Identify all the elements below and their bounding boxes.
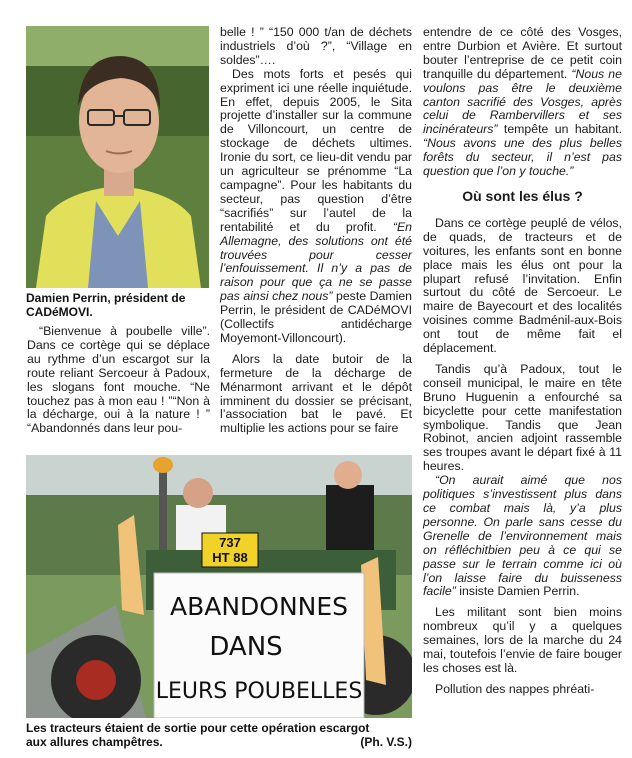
subheading: Où sont les élus ?	[462, 187, 583, 204]
tractor-illustration	[26, 455, 412, 718]
caption-line: Les tracteurs étaient de sortie pour cette opération escargot	[26, 721, 370, 735]
banner-line-2: DANS	[209, 632, 283, 662]
column-3	[423, 26, 622, 697]
photo-credit: (Ph. V.S.)	[360, 735, 412, 749]
plate-line-1: 737	[219, 535, 241, 550]
paragraph	[423, 26, 622, 179]
text-run: entendre de ce côté des Vosges, entre Durbion et Avière. Et surtout bouter l’entreprise de ce petit coin tranquille du département.	[423, 25, 622, 81]
paragraph: “Bienvenue à poubelle ville”. Dans ce cortège qui se déplace au rythme d’un escargot sur la route reliant Sercoeur à Padoux, les slogans font mouche. “Ne touchez pas à mon eau ! ”“Non à la décharge, oui à la nature ! ” “Abandonnés dans leur pou-	[27, 324, 210, 436]
text-run: peste Damien Perrin, le président de CADéMOVI (Collectifs antidécharge Moyemont-Villoncourt).	[220, 289, 412, 345]
paragraph	[220, 68, 412, 346]
quote: “Nous avons une des plus belles forêts du secteur, il n’est pas question que l’on y touche.”	[423, 136, 622, 179]
portrait-illustration	[26, 26, 209, 288]
quote: “Nous ne voulons pas être le deuxième canton sacrifié des Vosges, après celui de Rambervillers et ses incinérateurs”	[423, 66, 622, 137]
portrait-photo	[26, 26, 209, 288]
banner-line-1: ABANDONNES	[169, 592, 349, 621]
column-2	[220, 26, 412, 436]
paragraph: Tandis qu’à Padoux, tout le conseil municipal, le maire en tête Bruno Huguenin a enfourché sa bicyclette pour cette manifestation symbolique. Tandis que Jean Robinot, ancien adjoint rassemble ses troupes avant le départ fixé à 11 heures.	[423, 361, 622, 474]
portrait-caption: Damien Perrin, président de CADéMOVI.	[26, 291, 186, 319]
tractor-caption	[26, 721, 412, 749]
paragraph: Pollution des nappes phréati-	[435, 681, 595, 696]
quote-paragraph	[423, 474, 622, 599]
column-1	[27, 325, 210, 436]
text-run: tempête un habitant.	[497, 122, 622, 137]
paragraph: belle ! ” “150 000 t/an de déchets industriels d’où ?”, “Village en soldes”….	[220, 25, 412, 67]
tractor-photo	[26, 455, 412, 718]
quote: “En Allemagne, des solutions ont été trouvées pour cesser l’enfouissement. Il n’y a pas de raison pour que ça ne se passe pas ainsi chez nous”	[220, 219, 412, 304]
plate-line-2: HT 88	[212, 550, 248, 565]
paragraph: Alors la date butoir de la fermeture de la décharge de Ménarmont arrivant et le dépôt imminent du dossier se précisant, l’association bat le pavé. Et multiplie les actions pour se faire	[220, 351, 412, 436]
paragraph: Dans ce cortège peuplé de vélos, de quads, de tracteurs et de voitures, les enfants sont en bonne place mais les élus ont pour la plupart refusé l’invitation. Enfin surtout du côté de Sercoeur. Le maire de Bayecourt et des localités voisines comme Badménil-aux-Bois ont tout de même fait el déplacement.	[423, 215, 622, 356]
text-run: Des mots forts et pesés qui expriment ici une réelle inquiétude. En effet, depuis 2005, le Sita projette d’installer sur la commune de Villoncourt, un centre de stockage de déchets ultimes. Ironie du sort, ce lieu-dit vendu par un agriculteur se prénomme “La campagne”. Pour les habitants du secteur, pas question d’être “sacrifiés” sur l’autel de la rentabilité et du profit.	[220, 66, 412, 234]
paragraph: Les militant sont bien moins nombreux qu’il y a quelques semaines, lors de la marche du 24 mai, toutefois l’envie de faire bouger les choses est là.	[423, 605, 622, 675]
caption-line: aux allures champêtres.	[26, 735, 163, 749]
text-run: insiste Damien Perrin.	[455, 584, 580, 599]
quote: “On aurait aimé que nos politiques s’investissent plus dans ce combat mais là, y’a plus personne. On parle sans cesse du Grenelle de l’environnement mais on réfléchitbien peu à ce qui se passe sur le terrain comme ici où l’on laisse faire du buisseness facile”	[423, 473, 622, 599]
banner-line-3: LEURS POUBELLES	[155, 679, 363, 704]
